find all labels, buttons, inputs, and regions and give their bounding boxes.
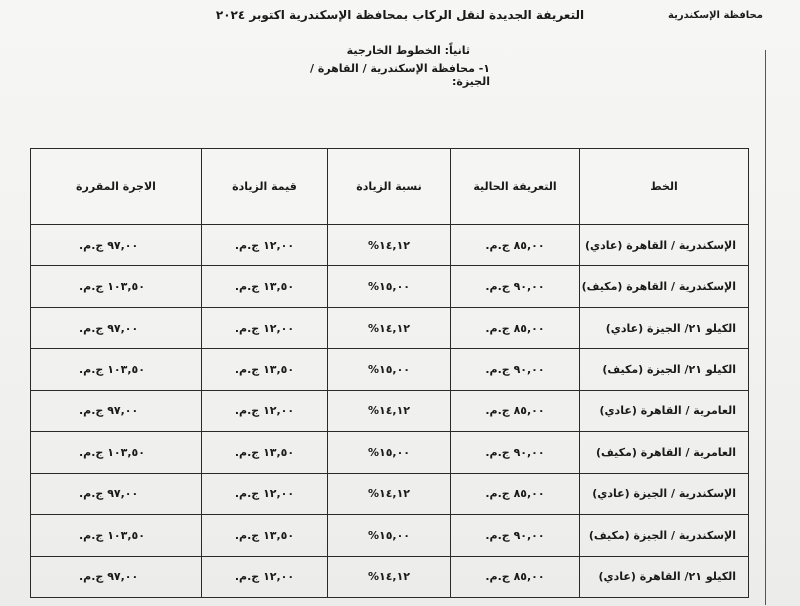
pct-cell: ١٤,١٢% [328,473,451,514]
pct-cell: ١٤,١٢% [328,390,451,431]
fare-cell: ٩٧,٠٠ ج.م. [31,225,202,266]
table-row [31,390,749,431]
pct-cell: ١٤,١٢% [328,556,451,598]
current-cell: ٨٥,٠٠ ج.م. [451,307,580,348]
pct-cell: ١٥,٠٠% [328,515,451,556]
route-cell: الإسكندرية / الجيزة (مكيف) [580,515,749,556]
col-header-route: الخط [580,149,749,225]
pct-cell: ١٥,٠٠% [328,349,451,390]
fare-cell: ١٠٣,٥٠ ج.م. [31,432,202,473]
document-title: التعريفة الجديدة لنقل الركاب بمحافظة الإسكندرية اكتوبر ٢٠٢٤ [215,8,585,22]
current-cell: ٨٥,٠٠ ج.م. [451,473,580,514]
table-row [31,349,749,390]
increase-cell: ١٢,٠٠ ج.م. [202,473,328,514]
table-row [31,515,749,556]
fare-cell: ١٠٣,٥٠ ج.م. [31,266,202,307]
col-header-current: التعريفة الحالية [451,149,580,225]
subsection-title: ١- محافظة الإسكندرية / القاهرة / الجيزة: [310,62,490,88]
increase-cell: ١٣,٥٠ ج.م. [202,515,328,556]
route-cell: الإسكندرية / القاهرة (عادي) [580,225,749,266]
table-row [31,225,749,266]
fare-cell: ٩٧,٠٠ ج.م. [31,390,202,431]
current-cell: ٩٠,٠٠ ج.م. [451,432,580,473]
current-cell: ٨٥,٠٠ ج.م. [451,390,580,431]
margin-rule [765,50,766,605]
table-row [31,473,749,514]
route-cell: الكيلو ٢١/ القاهرة (عادي) [580,556,749,598]
pct-cell: ١٥,٠٠% [328,432,451,473]
current-cell: ٩٠,٠٠ ج.م. [451,349,580,390]
fare-cell: ٩٧,٠٠ ج.م. [31,556,202,598]
table-row [31,432,749,473]
increase-cell: ١٣,٥٠ ج.م. [202,349,328,390]
col-header-increase: قيمة الزيادة [202,149,328,225]
pct-cell: ١٥,٠٠% [328,266,451,307]
col-header-pct: نسبة الزيادة [328,149,451,225]
increase-cell: ١٣,٥٠ ج.م. [202,266,328,307]
pct-cell: ١٤,١٢% [328,307,451,348]
section-title: ثانياً: الخطوط الخارجية [346,44,470,57]
route-cell: العامرية / القاهرة (مكيف) [580,432,749,473]
increase-cell: ١٣,٥٠ ج.م. [202,432,328,473]
fare-cell: ٩٧,٠٠ ج.م. [31,307,202,348]
fare-cell: ٩٧,٠٠ ج.م. [31,473,202,514]
route-cell: الكيلو ٢١/ الجيزة (عادي) [580,307,749,348]
table-row [31,266,749,307]
fare-table [30,148,749,598]
table-row [31,556,749,598]
table-row [31,307,749,348]
fare-cell: ١٠٣,٥٠ ج.م. [31,349,202,390]
route-cell: العامرية / القاهرة (عادي) [580,390,749,431]
current-cell: ٨٥,٠٠ ج.م. [451,225,580,266]
governorate-label: محافظة الإسكندرية [668,10,763,21]
route-cell: الإسكندرية / الجيزة (عادي) [580,473,749,514]
table-header-row [31,149,749,225]
current-cell: ٩٠,٠٠ ج.م. [451,515,580,556]
increase-cell: ١٢,٠٠ ج.م. [202,390,328,431]
col-header-fare: الاجرة المقررة [31,149,202,225]
route-cell: الكيلو ٢١/ الجيزة (مكيف) [580,349,749,390]
current-cell: ٨٥,٠٠ ج.م. [451,556,580,598]
increase-cell: ١٢,٠٠ ج.م. [202,225,328,266]
increase-cell: ١٢,٠٠ ج.م. [202,556,328,598]
increase-cell: ١٢,٠٠ ج.م. [202,307,328,348]
current-cell: ٩٠,٠٠ ج.م. [451,266,580,307]
route-cell: الإسكندرية / القاهرة (مكيف) [580,266,749,307]
pct-cell: ١٤,١٢% [328,225,451,266]
fare-cell: ١٠٣,٥٠ ج.م. [31,515,202,556]
